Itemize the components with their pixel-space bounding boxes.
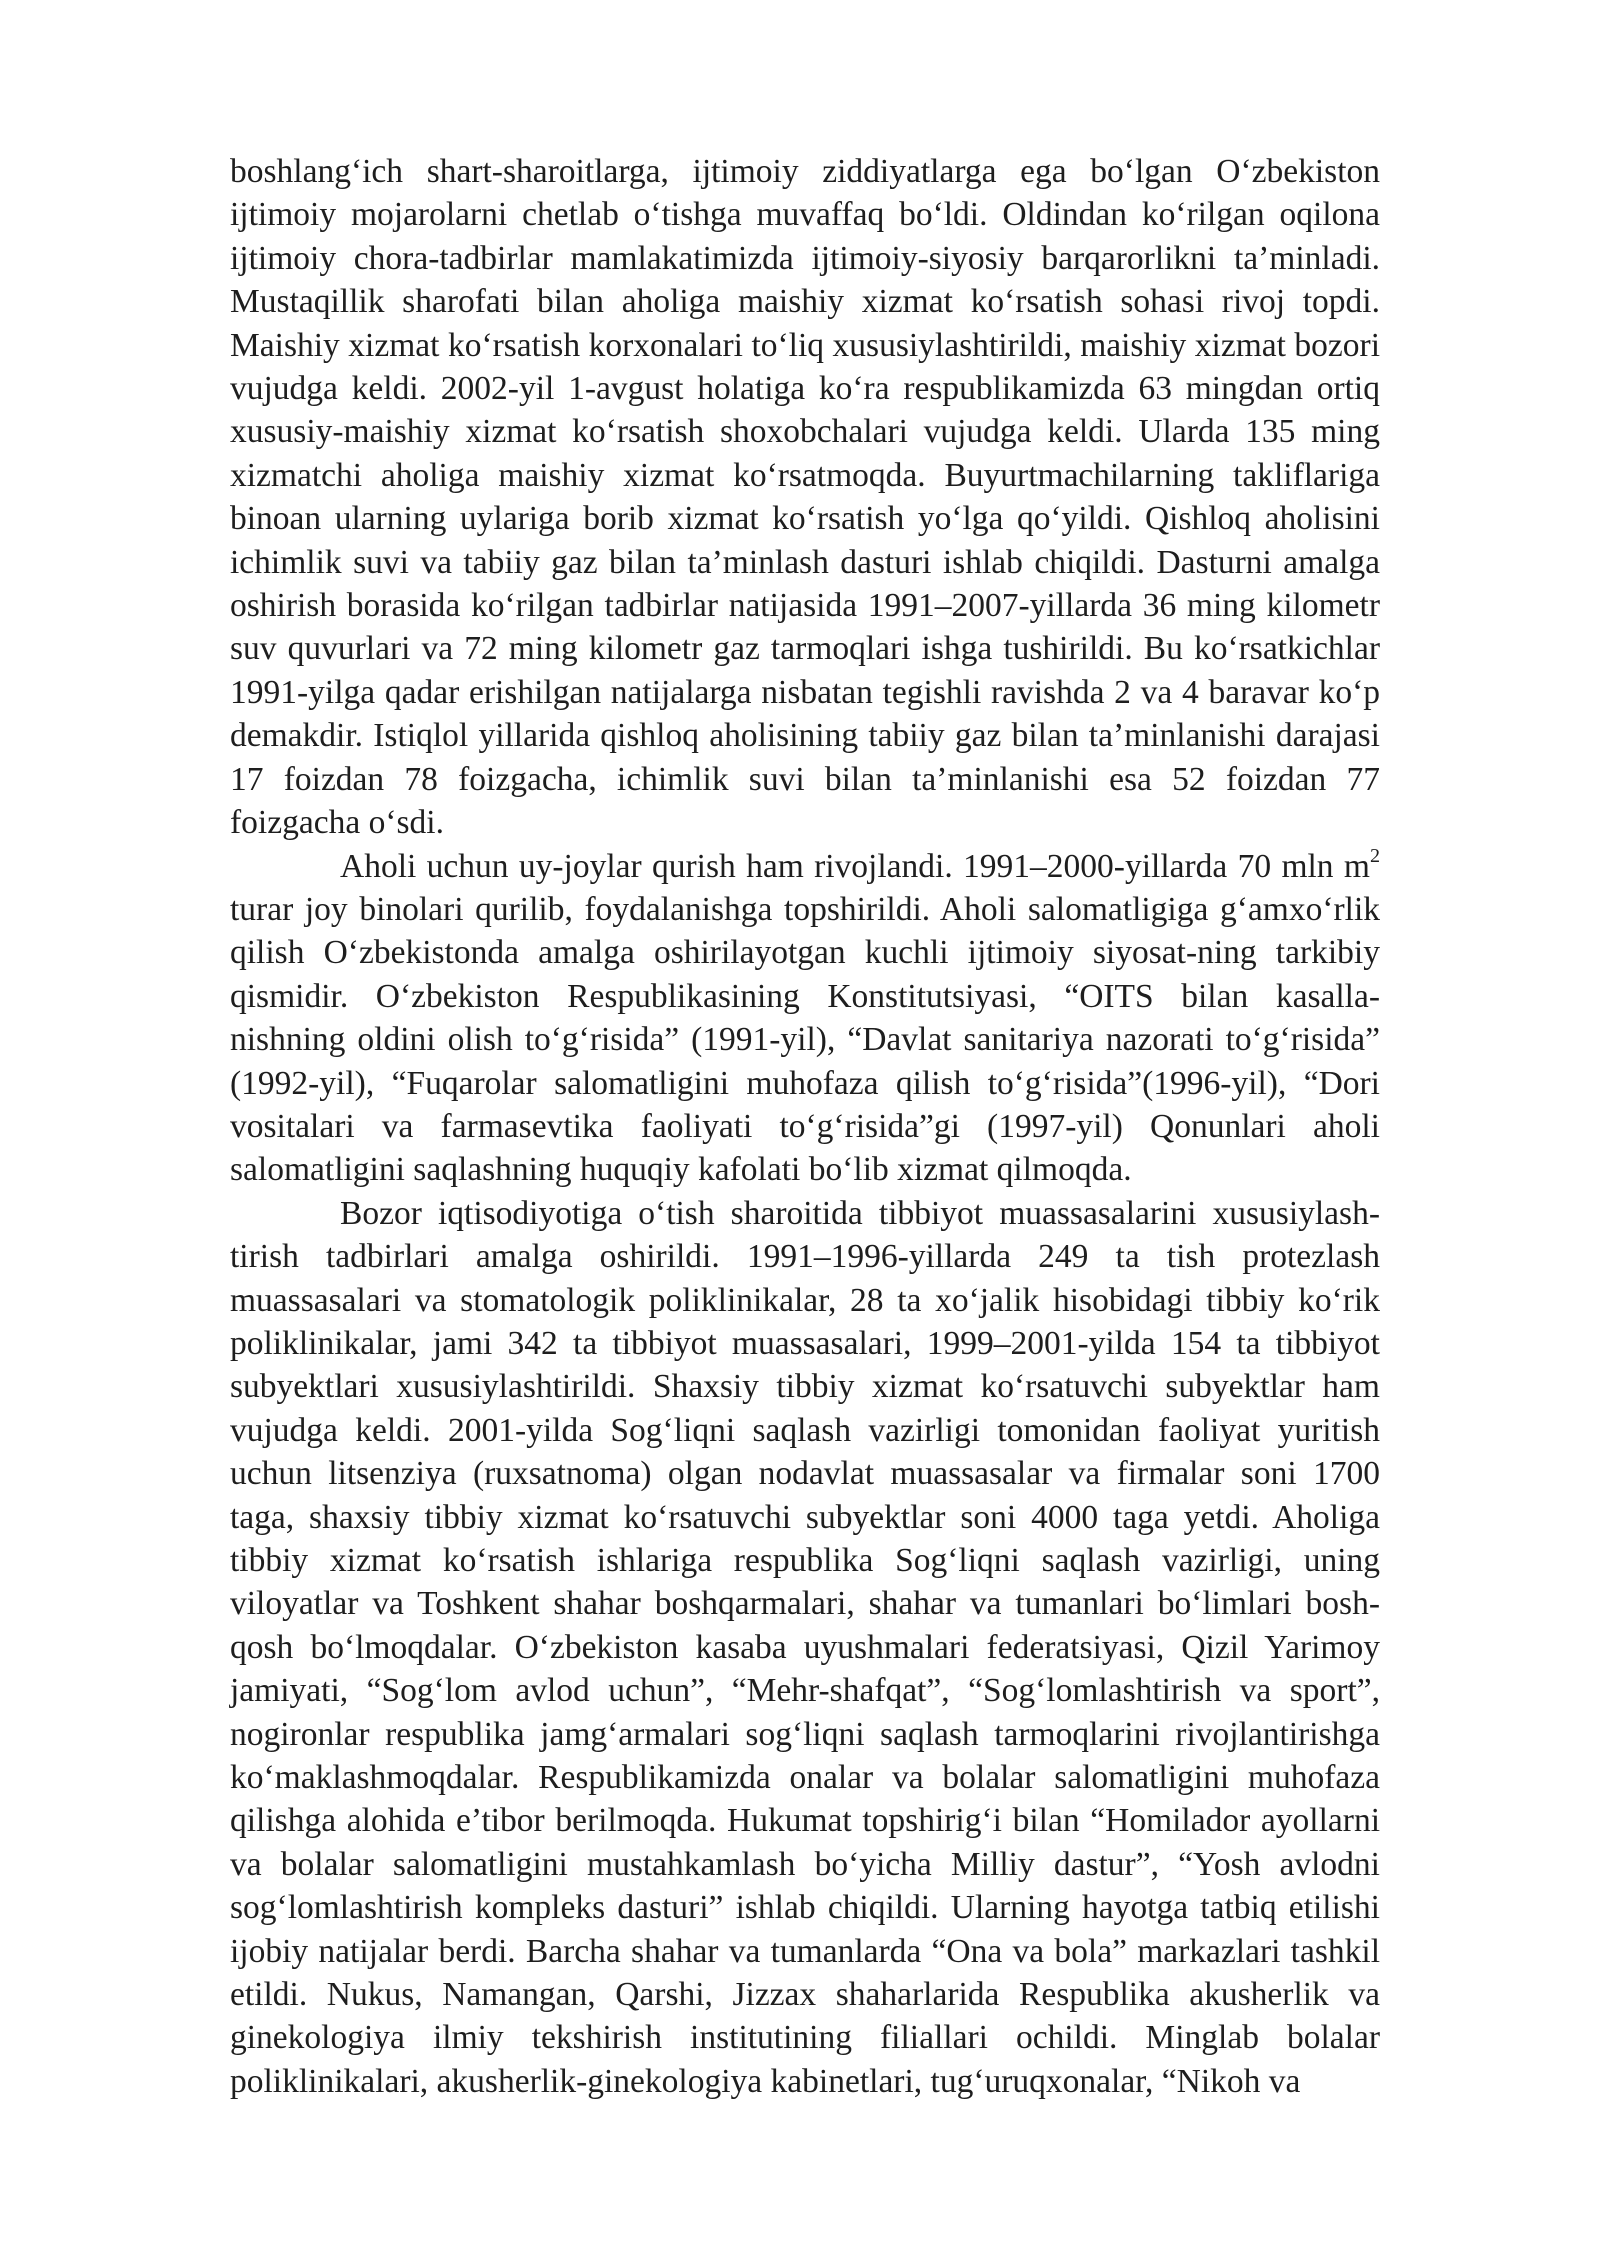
paragraph-2 [230,845,1380,1192]
document-page [230,150,1380,2103]
paragraph-1: boshlang‘ich shart-sharoitlarga, ijtimoiy ziddiyatlarga ega bo‘lgan O‘zbekiston ijtimoiy mojarolarni chetlab o‘tishga muvaffaq bo‘ldi. Oldindan ko‘rilgan oqilona ijtimoiy chora-tadbirlar mamlakatimizda ijtimoiy-siyosiy barqarorlikni ta’minladi. Mustaqillik sharofati bilan aholiga maishiy xizmat ko‘rsatish sohasi rivoj topdi. Maishiy xizmat ko‘rsatish korxonalari to‘liq xususiylashtirildi, maishiy xizmat bozori vujudga keldi. 2002-yil 1-avgust holatiga ko‘ra respublikamizda 63 mingdan ortiq xususiy-maishiy xizmat ko‘rsatish shoxobchalari vujudga keldi. Ularda 135 ming xizmatchi aholiga maishiy xizmat ko‘rsatmoqda. Buyurtmachilarning takliflariga binoan ularning uylariga borib xizmat ko‘rsatish yo‘lga qo‘yildi. Qishloq aholisini ichimlik suvi va tabiiy gaz bilan ta’minlash dasturi ishlab chiqildi. Dasturni amalga oshirish borasida ko‘rilgan tadbirlar natijasida 1991–2007-yillarda 36 ming kilometr suv quvurlari va 72 ming kilometr gaz tarmoqlari ishga tushirildi. Bu ko‘rsatkichlar 1991-yilga qadar erishilgan natijalarga nisbatan tegishli ravishda 2 va 4 baravar ko‘p demakdir. Istiqlol yillarida qishloq aholisining tabiiy gaz bilan ta’minlanishi darajasi 17 foizdan 78 foizgacha, ichimlik suvi bilan ta’minlanishi esa 52 foizdan 77 foizgacha o‘sdi. [230,153,1380,842]
superscript-exponent: 2 [1369,844,1380,867]
paragraph-2-text-start: Aholi uchun uy-joylar qurish ham rivojlandi. 1991–2000-yillarda 70 mln m [340,847,1370,885]
paragraph-2-text-end: turar joy binolari qurilib, foydalanishga topshirildi. Aholi salomatligiga g‘amxo‘rlik qilish O‘zbekistonda amalga oshirilayotgan kuchli ijtimoiy siyosat-ning tarkibiy qismidir. O‘zbekiston Respublikasining Konstitutsiyasi, “OITS bilan kasalla-nishning oldini olish to‘g‘risida” (1991-yil), “Davlat sanitariya nazorati to‘g‘risida” (1992-yil), “Fuqarolar salomatligini muhofaza qilish to‘g‘risida”(1996-yil), “Dori vositalari va farmasevtika faoliyati to‘g‘risida”gi (1997-yil) Qonunlari aholi salomatligini saqlashning huquqiy kafolati bo‘lib xizmat qilmoqda. [230,890,1380,1189]
paragraph-3: Bozor iqtisodiyotiga o‘tish sharoitida tibbiyot muassasalarini xususiylash-tirish tadbirlari amalga oshirildi. 1991–1996-yillarda 249 ta tish protezlash muassasalari va stomatologik poliklinikalar, 28 ta xo‘jalik hisobidagi tibbiy ko‘rik poliklinikalar, jami 342 ta tibbiyot muassasalari, 1999–2001-yilda 154 ta tibbiyot subyektlari xususiylashtirildi. Shaxsiy tibbiy xizmat ko‘rsatuvchi subyektlar ham vujudga keldi. 2001-yilda Sog‘liqni saqlash vazirligi tomonidan faoliyat yuritish uchun litsenziya (ruxsatnoma) olgan nodavlat muassasalar va firmalar soni 1700 taga, shaxsiy tibbiy xizmat ko‘rsatuvchi subyektlar soni 4000 taga yetdi. Aholiga tibbiy xizmat ko‘rsatish ishlariga respublika Sog‘liqni saqlash vazirligi, uning viloyatlar va Toshkent shahar boshqarmalari, shahar va tumanlari bo‘limlari bosh-qosh bo‘lmoqdalar. O‘zbekiston kasaba uyushmalari federatsiyasi, Qizil Yarimoy jamiyati, “Sog‘lom avlod uchun”, “Mehr-shafqat”, “Sog‘lomlashtirish va sport”, nogironlar respublika jamg‘armalari sog‘liqni saqlash tarmoqlarini rivojlantirishga ko‘maklashmoqdalar. Respublikamizda onalar va bolalar salomatligini muhofaza qilishga alohida e’tibor berilmoqda. Hukumat topshirig‘i bilan “Homilador ayollarni va bolalar salomatligini mustahkamlash bo‘yicha Milliy dastur”, “Yosh avlodni sog‘lomlashtirish kompleks dasturi” ishlab chiqildi. Ularning hayotga tatbiq etilishi ijobiy natijalar berdi. Barcha shahar va tumanlarda “Ona va bola” markazlari tashkil etildi. Nukus, Namangan, Qarshi, Jizzax shaharlarida Respublika akusherlik va ginekologiya ilmiy tekshirish institutining filiallari ochildi. Minglab bolalar poliklinikalari, akusherlik-ginekologiya kabinetlari, tug‘uruqxonalar, “Nikoh va [230,1194,1380,2100]
